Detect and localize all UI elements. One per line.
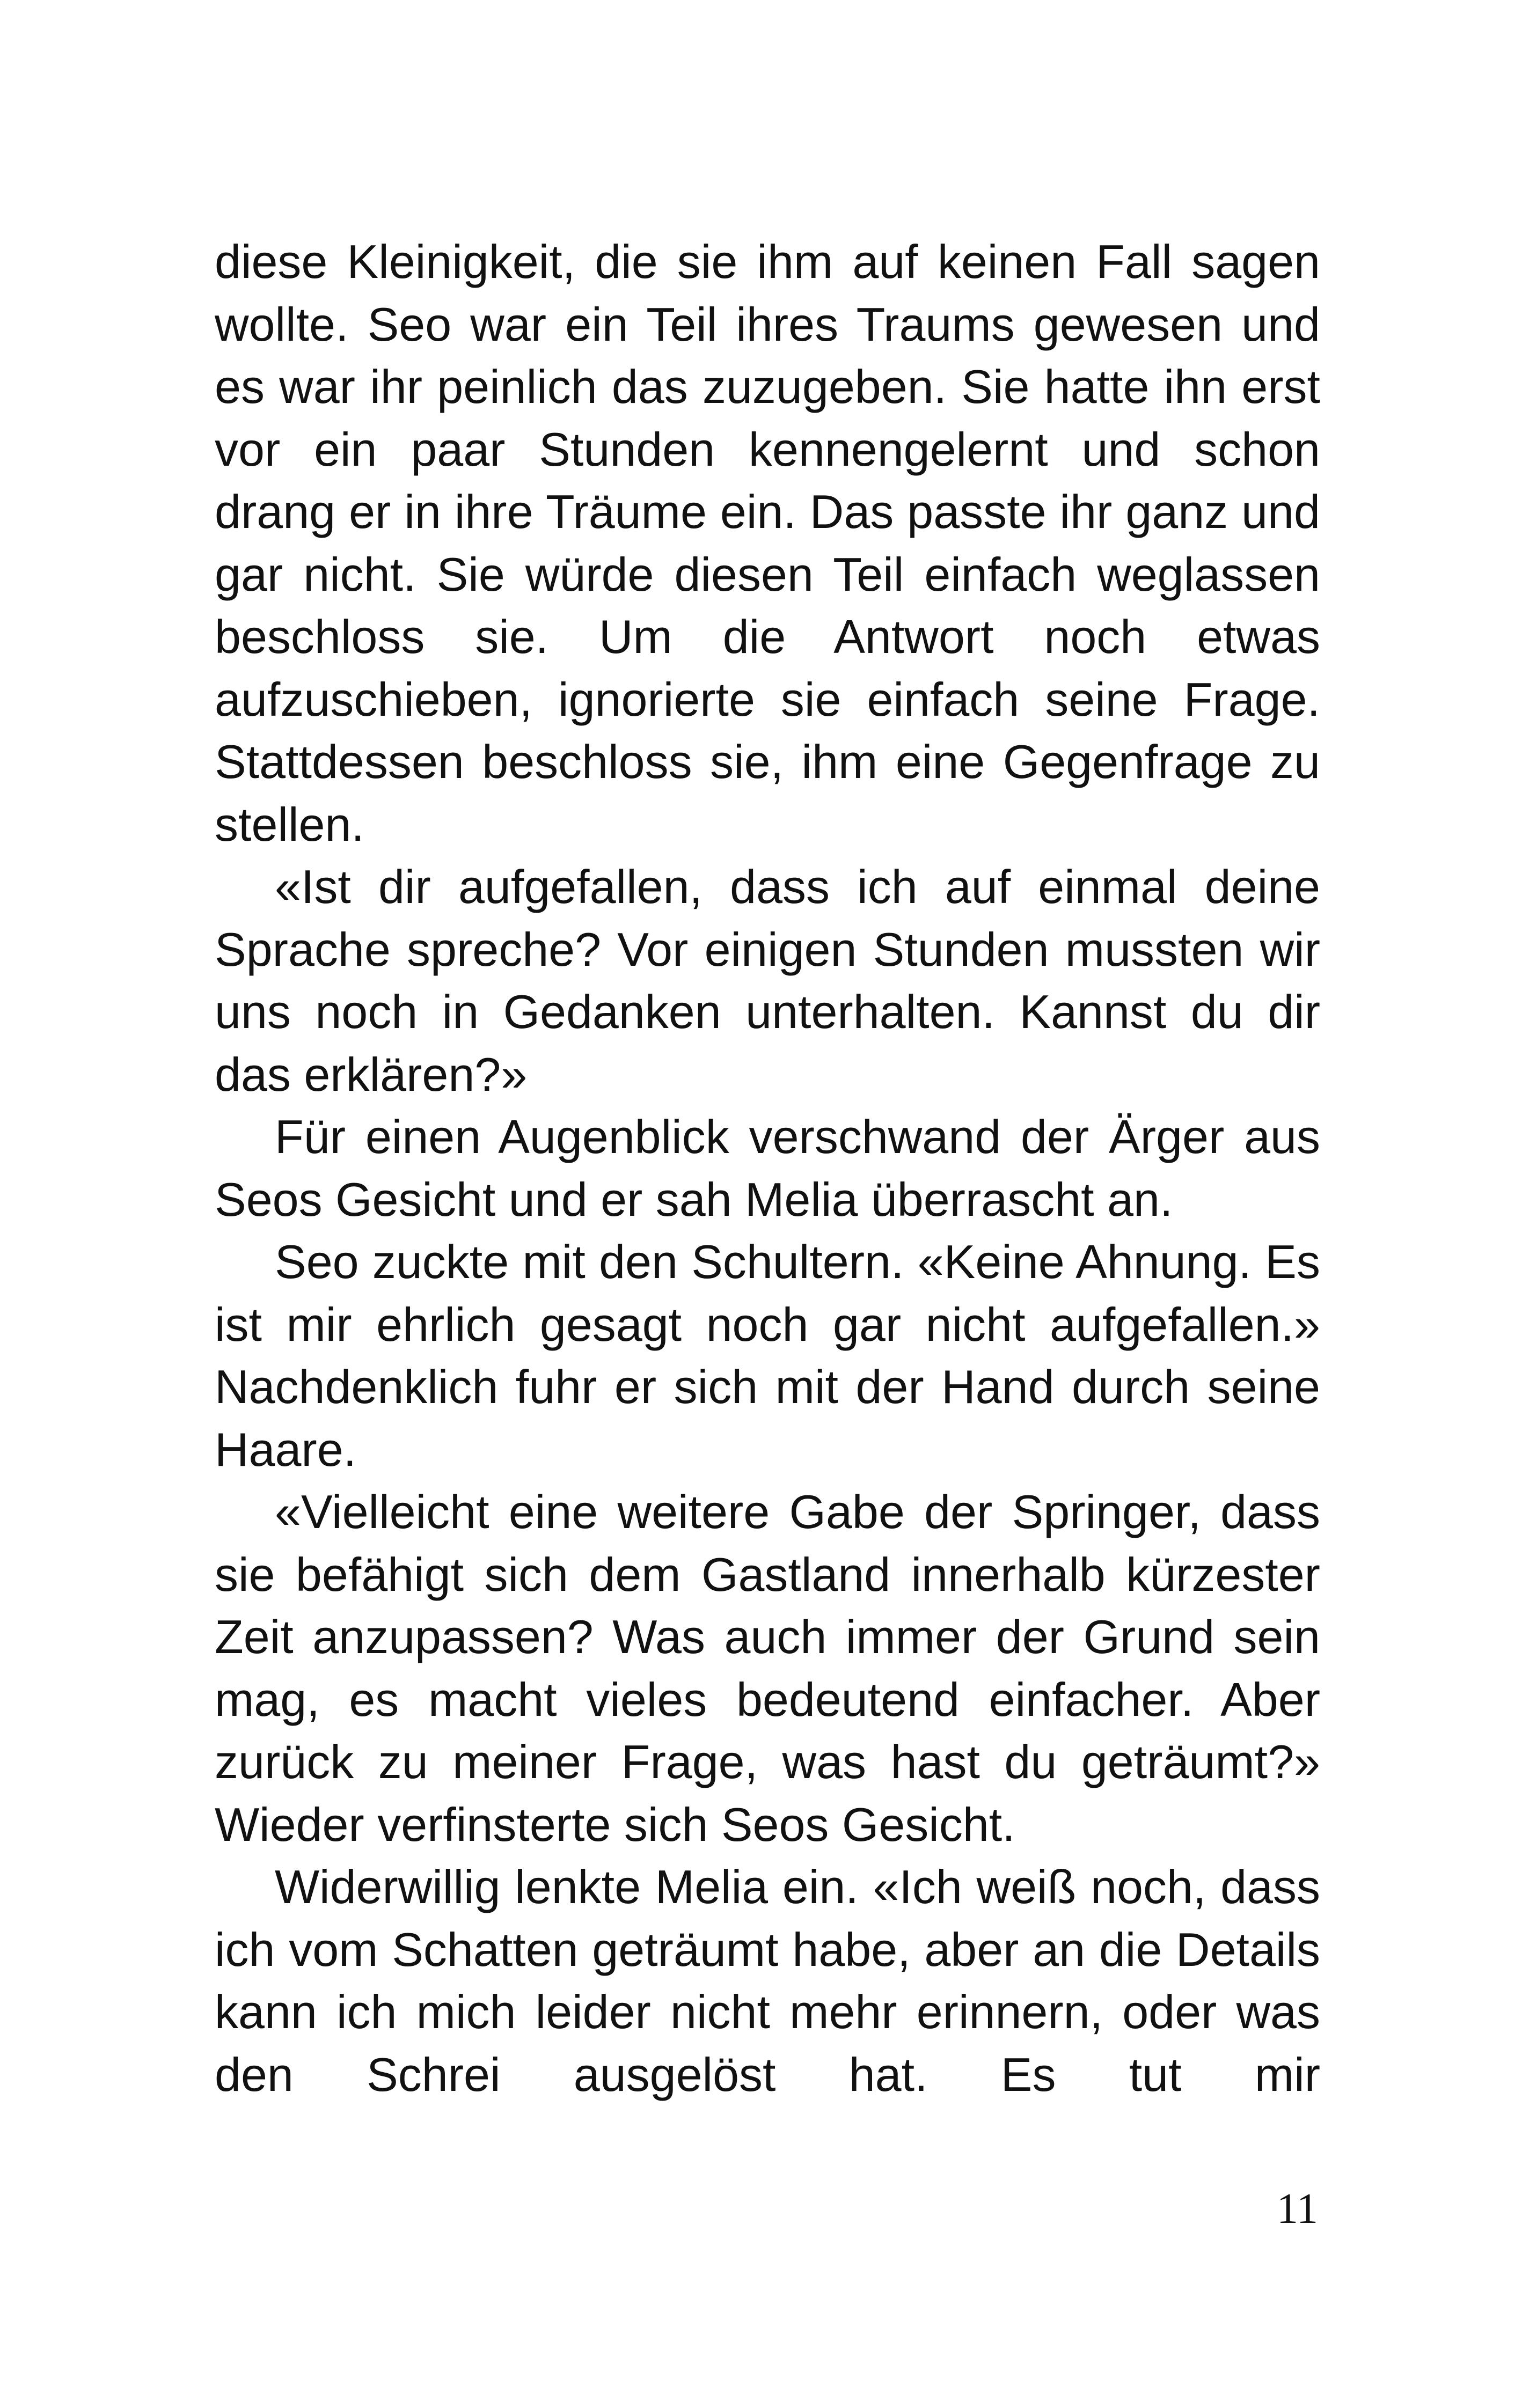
paragraph-5: «Vielleicht eine weitere Gabe der Springer, dass sie befähigt sich dem Gastland innerhalb kürzester Zeit anzupassen? Was auch immer der Grund sein mag, es macht vieles bedeutend einfacher. Aber zurück zu meiner Frage, was hast du geträumt?» Wieder verfinsterte sich Seos Gesicht. bbox=[215, 1485, 1320, 1851]
paragraph-3: Für einen Augenblick verschwand der Ärger aus Seos Gesicht und er sah Melia überrascht an. bbox=[215, 1110, 1320, 1226]
paragraph-6: Widerwillig lenkte Melia ein. «Ich weiß noch, dass ich vom Schatten geträumt habe, aber an die Details kann ich mich leider nicht mehr erinnern, oder was den Schrei ausgelöst hat. Es tut mir bbox=[215, 1860, 1320, 2101]
paragraph-1: diese Kleinigkeit, die sie ihm auf keinen Fall sagen wollte. Seo war ein Teil ihres Traums gewesen und es war ihr peinlich das zuzugeben. Sie hatte ihn erst vor ein paar Stunden kennengelernt und schon drang er in ihre Träume ein. Das passte ihr ganz und gar nicht. Sie würde diesen Teil einfach weglassen beschloss sie. Um die Antwort noch etwas aufzuschieben, ignorierte sie einfach seine Frage. Stattdessen beschloss sie, ihm eine Gegenfrage zu stellen. bbox=[215, 235, 1320, 851]
paragraph-4: Seo zuckte mit den Schultern. «Keine Ahnung. Es ist mir ehrlich gesagt noch gar nicht aufgefallen.» Nachdenklich fuhr er sich mit der Hand durch seine Haare. bbox=[215, 1235, 1320, 1476]
paragraph-2: «Ist dir aufgefallen, dass ich auf einmal deine Sprache spreche? Vor einigen Stunden mussten wir uns noch in Gedanken unterhalten. Kannst du dir das erklären?» bbox=[215, 860, 1320, 1101]
body-text bbox=[215, 231, 1320, 2106]
page-number: 11 bbox=[1276, 2185, 1318, 2233]
